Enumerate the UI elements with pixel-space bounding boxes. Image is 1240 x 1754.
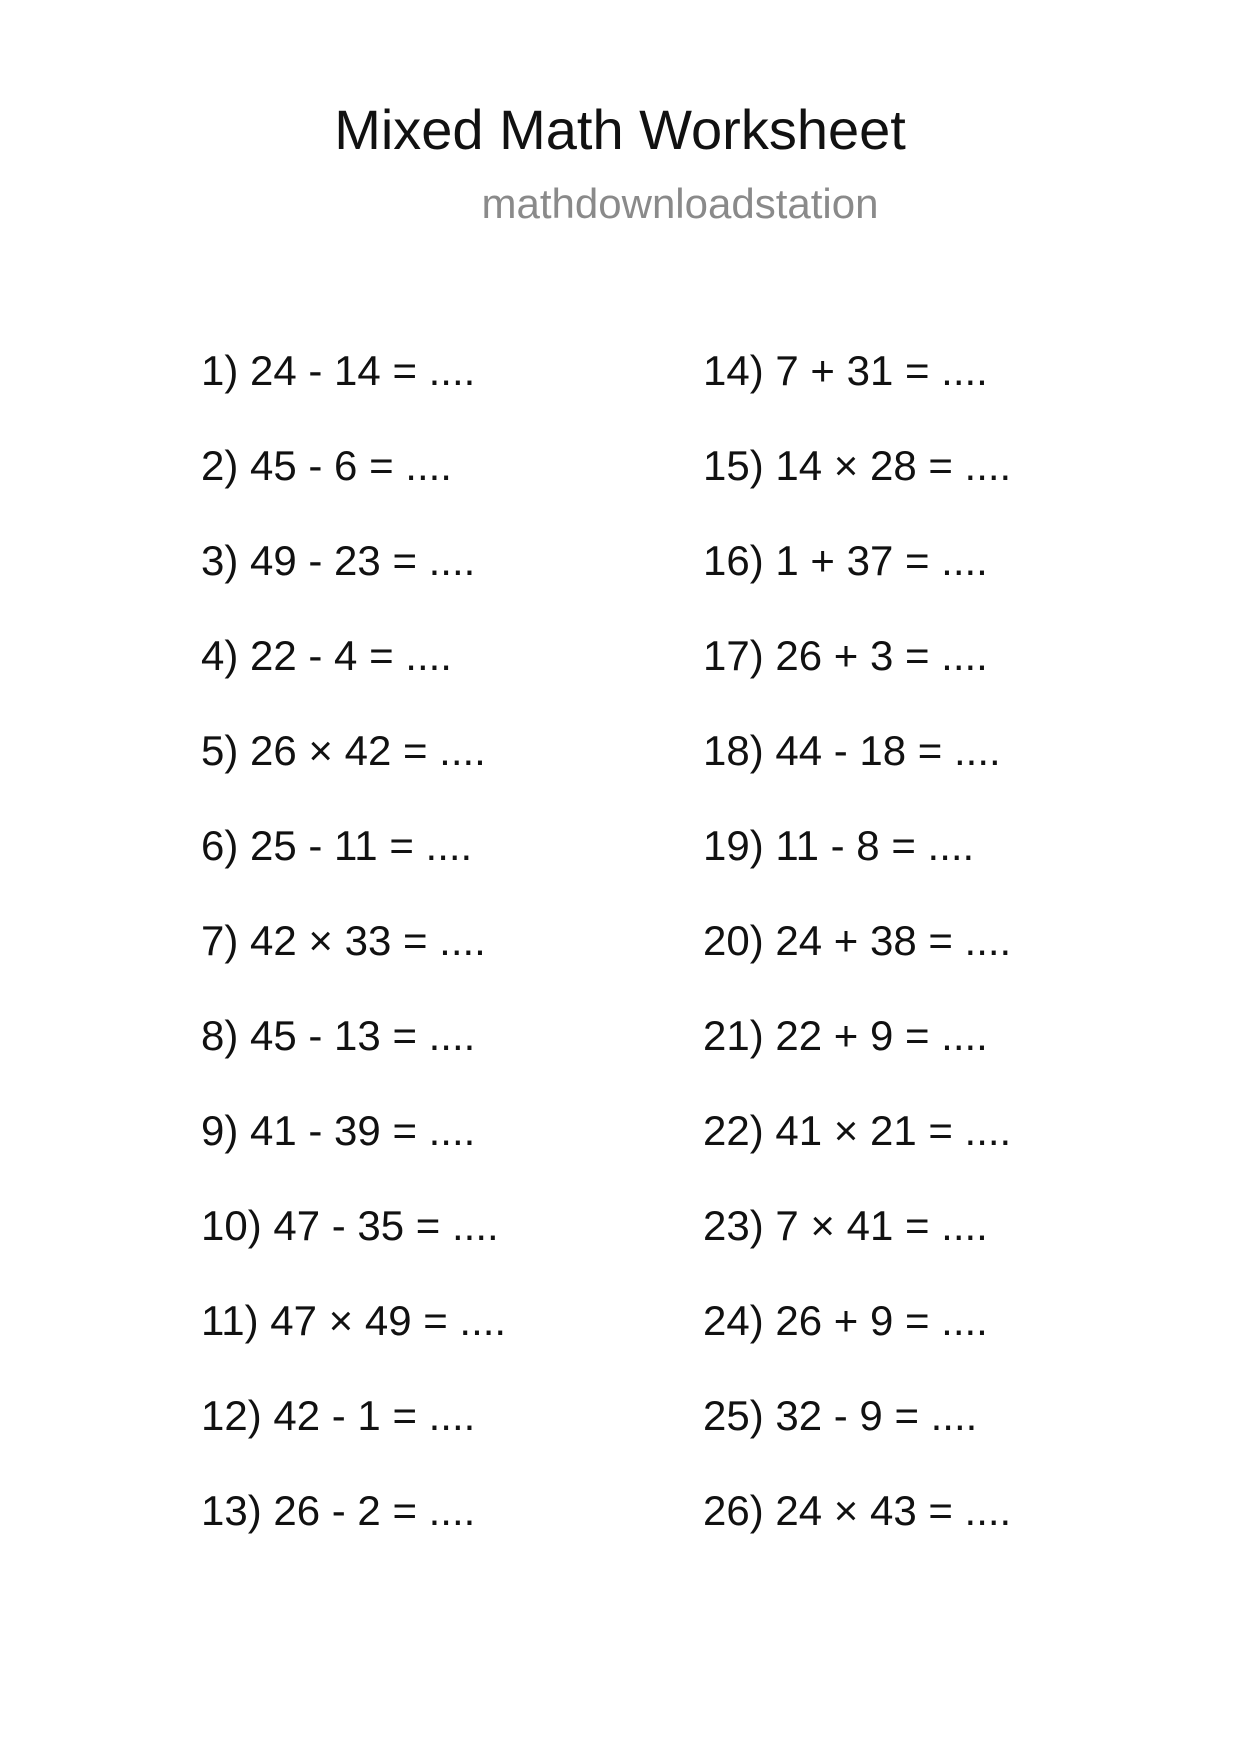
problem-column-right: [703, 346, 1203, 1581]
problem-item: 2) 45 - 6 = ....: [201, 442, 452, 489]
problem-item: 26) 24 × 43 = ....: [703, 1487, 1012, 1534]
problem-item: 16) 1 + 37 = ....: [703, 537, 988, 584]
problem-item: 6) 25 - 11 = ....: [201, 822, 473, 869]
problem-item: 5) 26 × 42 = ....: [201, 727, 486, 774]
problem-item: 21) 22 + 9 = ....: [703, 1012, 988, 1059]
problem-item: 23) 7 × 41 = ....: [703, 1202, 988, 1249]
problem-item: 7) 42 × 33 = ....: [201, 917, 486, 964]
problem-item: 11) 47 × 49 = ....: [201, 1297, 507, 1344]
problem-column-left: [201, 346, 701, 1581]
problem-item: 24) 26 + 9 = ....: [703, 1297, 988, 1344]
problem-item: 17) 26 + 3 = ....: [703, 632, 988, 679]
problem-item: 13) 26 - 2 = ....: [201, 1487, 476, 1534]
worksheet-subtitle: mathdownloadstation: [481, 180, 879, 227]
problem-item: 19) 11 - 8 = ....: [703, 822, 975, 869]
problem-item: 20) 24 + 38 = ....: [703, 917, 1012, 964]
problem-item: 3) 49 - 23 = ....: [201, 537, 476, 584]
problem-item: 25) 32 - 9 = ....: [703, 1392, 978, 1439]
problem-item: 9) 41 - 39 = ....: [201, 1107, 476, 1154]
problem-item: 22) 41 × 21 = ....: [703, 1107, 1012, 1154]
worksheet-title: Mixed Math Worksheet: [334, 98, 906, 161]
problem-item: 4) 22 - 4 = ....: [201, 632, 452, 679]
problem-item: 15) 14 × 28 = ....: [703, 442, 1012, 489]
problem-item: 1) 24 - 14 = ....: [201, 347, 476, 394]
problem-item: 12) 42 - 1 = ....: [201, 1392, 476, 1439]
problem-item: 10) 47 - 35 = ....: [201, 1202, 499, 1249]
problem-item: 18) 44 - 18 = ....: [703, 727, 1001, 774]
problem-item: 8) 45 - 13 = ....: [201, 1012, 476, 1059]
problem-item: 14) 7 + 31 = ....: [703, 347, 988, 394]
